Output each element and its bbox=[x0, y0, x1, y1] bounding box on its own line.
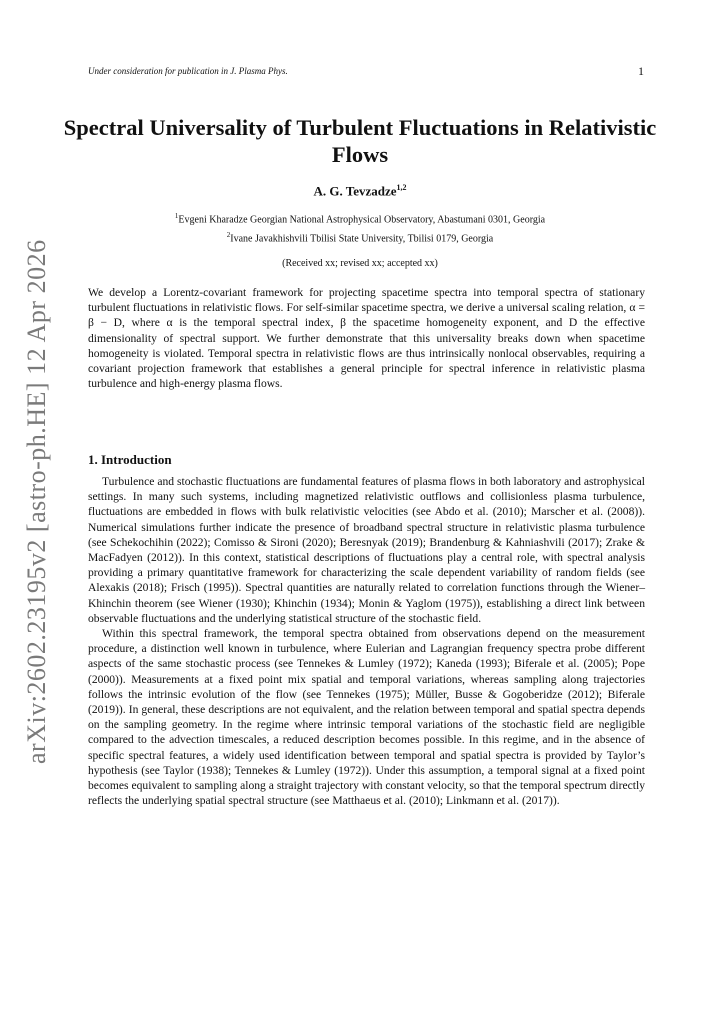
paragraph-1: Turbulence and stochastic fluctuations are fundamental features of plasma flows in both laboratory and astrophysical settings. In many such systems, including magnetized relativistic outflows and collisionless plasma turbulence, fluctuations are embedded in flows with bulk relativistic velocities (see Abdo et al. (2010); Marscher et al. (2008)). Numerical simulations further indicate the presence of broadband spectral structure in relativistic plasma turbulence (see Schekochihin (2022); Comisso & Sironi (2020); Beresnyak (2019); Brandenburg & Kahniashvili (2017); Zrake & MacFadyen (2012)). In this context, statistical descriptions of fluctuations play a central role, with spectral analysis providing a primary quantitative framework for characterizing the scale dependent variability of random fields (see Alexakis (2018); Frisch (1995)). Spectral quantities are naturally related to correlation functions through the Wiener–Khinchin theorem (see Wiener (1930); Khinchin (1934); Monin & Yaglom (1975)), establishing a direct link between observable fluctuations and the underlying statistical structure of the stochastic field. bbox=[88, 475, 645, 625]
author-name: A. G. Tevzadze bbox=[313, 183, 397, 199]
affiliation-1 bbox=[60, 212, 660, 225]
author bbox=[60, 183, 660, 199]
page-number: 1 bbox=[638, 64, 644, 78]
paragraph-2: Within this spectral framework, the temporal spectra obtained from observations depend on the measurement procedure, a distinction well known in turbulence, where Eulerian and Lagrangian frequency spectra probe different aspects of the same stochastic process (see Tennekes & Lumley (1972); Kaneda (1993); Biferale et al. (2005); Pope (2000)). Measurements at a fixed point mix spatial and temporal variations, whereas sampling along trajectories follows the intrinsic evolution of the flow (see Tennekes (1975); Müller, Busse & Gogoberidze (2012); Biferale (2019)). In general, these descriptions are not equivalent, and the relation between temporal and spatial spectra depends on the sampling geometry. In the regime where intrinsic temporal variations of the stochastic field are negligible compared to the advection timescales, a reduced description becomes possible. In this regime, and in the absence of specific spectral features, a widely used identification between temporal and spatial spectra is provided by Taylor’s hypothesis (see Taylor (1938); Tennekes & Lumley (1972)). Under this assumption, a temporal signal at a fixed point becomes equivalent to sampling along a straight trajectory with constant velocity, so that the temporal spectrum directly reflects the underlying spatial spectral structure (see Matthaeus et al. (2010); Linkmann et al. (2017)). bbox=[88, 627, 645, 808]
abstract: We develop a Lorentz-covariant framework for projecting spacetime spectra into temporal spectra of stationary turbulent fluctuations in relativistic flows. For self-similar spacetime spectra, we derive a universal scaling relation, α = β − D, where α is the temporal spectral index, β the spacetime homogeneity exponent, and D the effective dimensionality of spectral support. We further demonstrate that this universality breaks down when spacetime homogeneity is violated. Temporal spectra in relativistic flows are thus intrinsically nonlocal observables, requiring a covariant projection framework that establishes a general principle for spectral inference in relativistic plasma turbulence and high-energy plasma flows. bbox=[88, 286, 645, 391]
author-affiliation-marks: 1,2 bbox=[396, 183, 407, 192]
affiliation-2-mark: 2 bbox=[226, 231, 231, 239]
arxiv-sidebar bbox=[14, 219, 62, 764]
received-dates: (Received xx; revised xx; accepted xx) bbox=[282, 258, 438, 269]
body-text bbox=[88, 474, 645, 808]
affiliation-2-text: Ivane Javakhishvili Tbilisi State University, Tbilisi 0179, Georgia bbox=[230, 233, 494, 245]
affiliation-1-text: Evgeni Kharadze Georgian National Astrophysical Observatory, Abastumani 0301, Georgia bbox=[178, 214, 546, 226]
affiliation-1-mark: 1 bbox=[174, 212, 179, 220]
paper-title: Spectral Universality of Turbulent Fluctuations in Relativistic Flows bbox=[63, 115, 657, 167]
journal-note: Under consideration for publication in J. Plasma Phys. bbox=[88, 66, 288, 76]
section-heading: 1. Introduction bbox=[88, 452, 172, 467]
arxiv-identifier: arXiv:2602.23195v2 [astro-ph.HE] 12 Apr 2026 bbox=[22, 239, 51, 764]
affiliation-2 bbox=[60, 231, 660, 244]
